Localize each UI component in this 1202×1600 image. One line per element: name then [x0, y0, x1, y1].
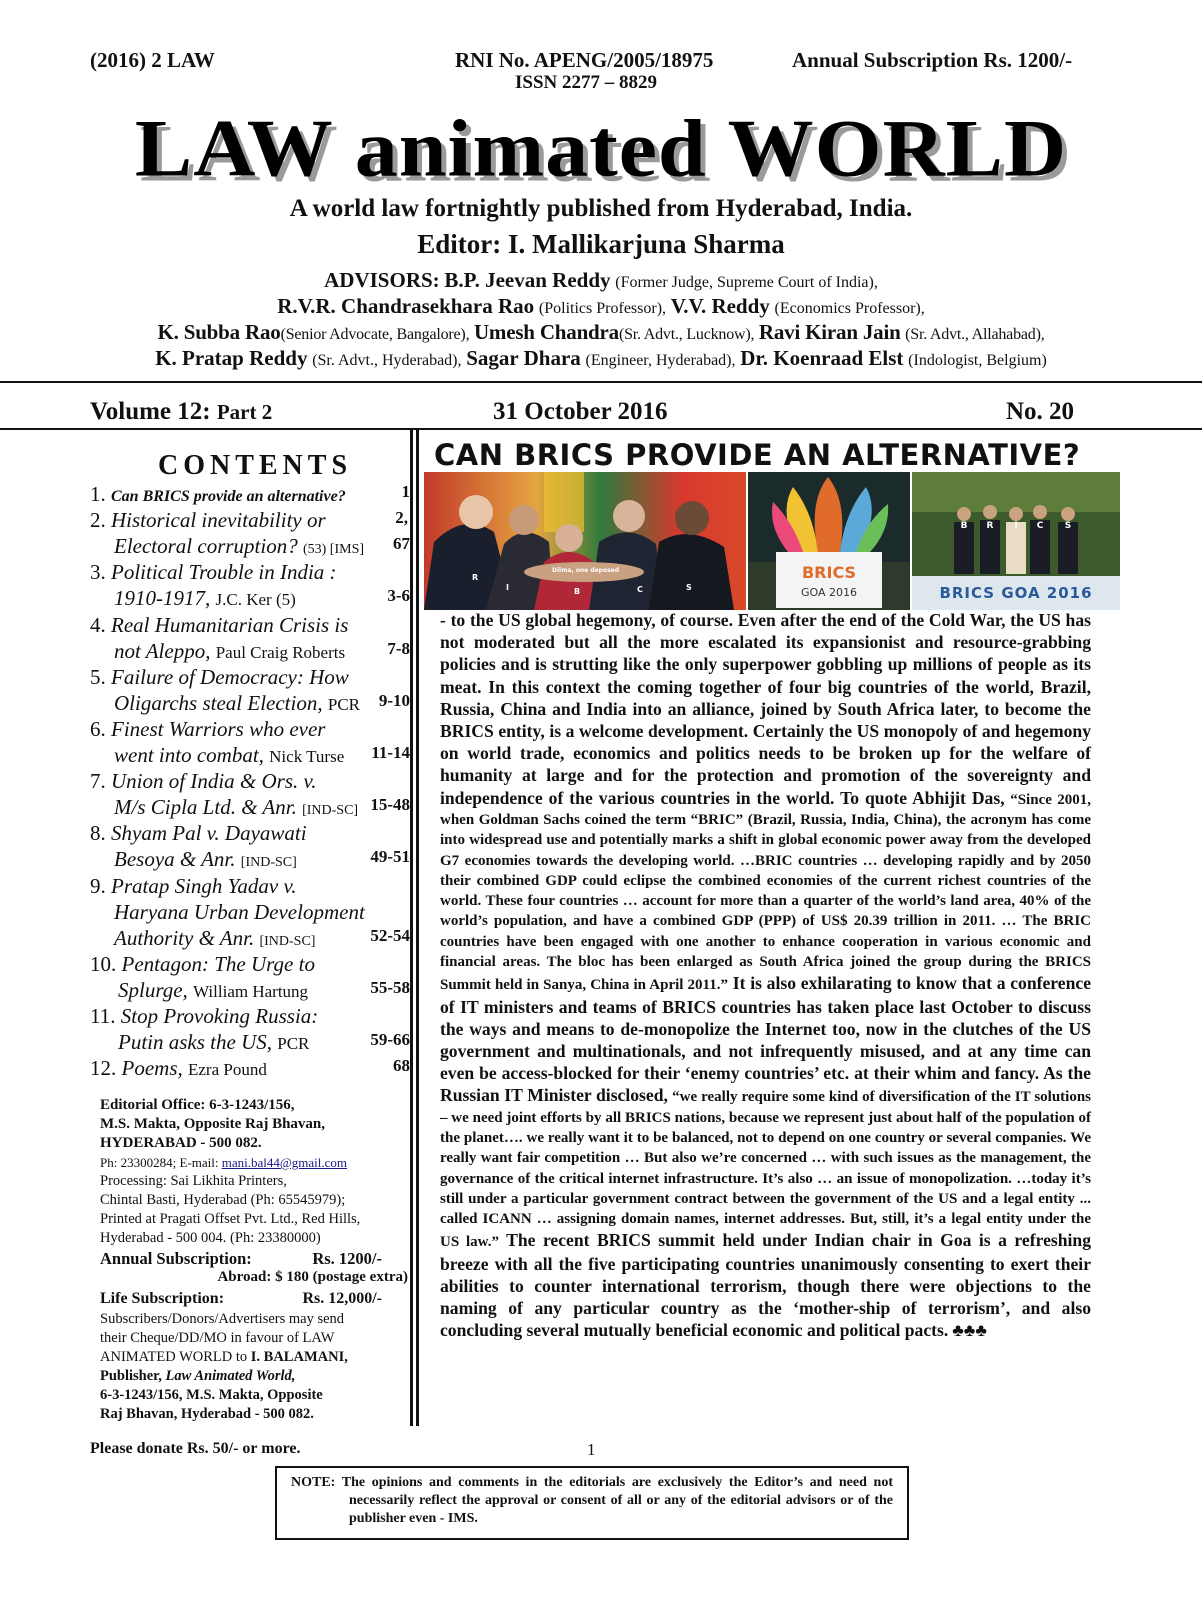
article-paragraph: - to the US global hegemony, of course. Even after the end of the Cold War, the US has not moderated but all the more escalated its expansionist and resource-grabbing policies and is strutting like the only superpower gobbling up millions of people as its meat. In this context the coming together of four big countries of the world, Brazil, Russia, China and India into an alliance, joined by South Africa later, to become the BRICS entity, is a welcome development. Certainly the US monopoly of and hegemony on world trade, economics and politics needs to be broken up for the welfare of humanity at large and for the protection and promotion of the sovereignty and independence of the various countries in the world. To quote Abhijit Das, — [440, 610, 1091, 808]
contents-title: Authority & Anr. — [114, 925, 255, 950]
photo-letter: S — [686, 583, 692, 592]
advisor-name: V.V. Reddy — [670, 294, 770, 318]
contents-number: 11. — [90, 1004, 116, 1028]
contents-item[interactable] — [90, 821, 410, 847]
logo-goa-text: GOA 2016 — [800, 586, 858, 599]
annual-subscription — [100, 1249, 400, 1268]
contents-item[interactable] — [90, 874, 410, 900]
group-letter: C — [1036, 521, 1044, 531]
contents-item[interactable] — [90, 769, 410, 795]
contents-author: Ezra Pound — [188, 1060, 267, 1080]
annual-sub-label: Annual Subscription: — [100, 1249, 252, 1268]
office-address: M.S. Makta, Opposite Raj Bhavan, — [100, 1116, 326, 1132]
contents-item[interactable] — [90, 743, 410, 769]
contents-title: Political Trouble in India : — [111, 560, 337, 585]
office-address: HYDERABAD - 500 082. — [100, 1135, 262, 1151]
advisor-desc: (Indologist, Belgium) — [908, 352, 1047, 369]
contents-title: Haryana Urban Development — [114, 899, 365, 924]
subscriber-note: their Cheque/DD/MO in favour of LAW — [100, 1330, 335, 1346]
life-sub-value: Rs. 12,000/- — [302, 1290, 382, 1307]
contents-title: Putin asks the US, — [118, 1030, 272, 1055]
article-title: CAN BRICS PROVIDE AN ALTERNATIVE? — [434, 438, 1081, 472]
contents-number: 1. — [90, 482, 106, 506]
contents-item[interactable] — [90, 795, 410, 821]
contents-number: 8. — [90, 821, 106, 846]
contents-page: 7-8 — [387, 638, 410, 658]
advisor-desc: (Politics Professor), — [538, 300, 667, 317]
publisher-address: Raj Bhavan, Hyderabad - 500 082. — [100, 1406, 314, 1422]
contents-author: J.C. Ker (5) — [215, 590, 296, 610]
contents-title: M/s Cipla Ltd. & Anr. — [114, 795, 297, 820]
editorial-office-info — [100, 1096, 408, 1424]
contents-author: Nick Turse — [269, 747, 345, 766]
advisor-desc: (Engineer, Hyderabad), — [585, 352, 736, 369]
advisors-label: ADVISORS: — [324, 268, 440, 292]
goa-banner-text: BRICS GOA 2016 — [939, 584, 1093, 602]
contents-page: 52-54 — [370, 925, 410, 945]
brics-logo-svg — [748, 472, 910, 610]
printer: Hyderabad - 500 004. (Ph: 23380000) — [100, 1230, 321, 1246]
contents-number: 6. — [90, 716, 106, 741]
contents-author: PCR — [277, 1034, 310, 1054]
group-letter: I — [1014, 521, 1018, 531]
advisor-name: R.V.R. Chandrasekhara Rao — [277, 294, 535, 318]
article-quote: “we really require some kind of diversification of the IT solutions – we need joint efforts by all BRICS nations, because we represent just about half of the population of the planet…. we really want it to be balanced, not to depend on one country or several companies. We really want fair competition … But also we’re concerned … with such issues as the management, the governance of the critical internet infrastructure. It’s also … an issue of monopolization. …today it’s still under a particular government contract between the government of the US and a legal entity ... called ICANN … assigning domain names, internet addresses. But, still, it’s a legal entity under the US law.” — [440, 1089, 1092, 1251]
contents-item[interactable] — [90, 926, 410, 952]
contents-number: 10. — [90, 951, 117, 976]
editorial-note: NOTE: The opinions and comments in the editorials are exclusively the Editor’s and need not necessarily reflect the approval or consent of all or any of the editorial advisors or of the publisher even - IMS. — [291, 1475, 893, 1526]
contents-number: 4. — [90, 612, 106, 637]
contents-item[interactable] — [90, 978, 410, 1004]
contents-title: Oligarchs steal Election, — [114, 690, 323, 715]
photo-caption: Dilma, one deposed — [552, 567, 620, 574]
subscriber-note — [100, 1367, 400, 1386]
contents-title: Union of India & Ors. v. — [111, 769, 317, 794]
contents-author: PCR — [327, 694, 360, 714]
advisor-desc: (Former Judge, Supreme Court of India), — [615, 274, 878, 291]
contents-item[interactable] — [90, 534, 410, 560]
end-mark: ♣♣♣ — [952, 1320, 987, 1341]
column-divider — [410, 430, 413, 1426]
contents-page: 1 — [401, 482, 410, 501]
processing: Processing: Sai Likhita Printers, — [100, 1173, 287, 1189]
office-phone: Ph: 23300284; E-mail: — [100, 1155, 219, 1170]
life-subscription — [100, 1289, 400, 1308]
contents-item[interactable] — [90, 1030, 410, 1056]
contents-title: Shyam Pal v. Dayawati — [111, 821, 307, 846]
contents-item[interactable] — [90, 717, 410, 743]
printer: Printed at Pragati Offset Pvt. Ltd., Red Hills, — [100, 1211, 361, 1227]
contents-page: 3-6 — [387, 586, 410, 606]
contents-title: Besoya & Anr. — [114, 847, 236, 872]
life-sub-label: Life Subscription: — [100, 1290, 225, 1307]
contents-number: 5. — [90, 664, 106, 689]
contents-page: 15-48 — [370, 795, 410, 815]
contents-title: Pratap Singh Yadav v. — [111, 873, 297, 898]
subscriber-note-text: ANIMATED WORLD to — [100, 1349, 248, 1365]
issue-date: 31 October 2016 — [493, 398, 668, 425]
volume-number: Volume 12: — [90, 398, 211, 425]
contents-page: 55-58 — [370, 977, 410, 997]
advisor-desc: (Economics Professor), — [774, 300, 925, 317]
advisor-name: K. Pratap Reddy — [155, 346, 308, 370]
contents-page: 2, — [395, 508, 408, 528]
contents-number: 9. — [90, 873, 106, 898]
photo-letter: B — [574, 587, 581, 596]
contents-title: Finest Warriors who ever — [111, 716, 326, 741]
contents-item[interactable] — [90, 613, 410, 639]
contents-item[interactable] — [90, 639, 410, 665]
contents-author: Paul Craig Roberts — [215, 642, 346, 662]
contents-item[interactable] — [90, 482, 410, 508]
photo-letter: I — [506, 583, 509, 592]
contents-page: 11-14 — [371, 743, 410, 762]
contents-title: went into combat, — [114, 743, 264, 767]
article-paragraph: It is also exhilarating to know that a conference of IT ministers and teams of BRICS countries has taken place last October to discuss the ways and means to de-monopolize the Internet too, now in the clutches of the US government and multinationals, and not infrequently misused, and at any time can even be access-blocked for their ‘enemy countries’ etc. at their whim and fancy. As the Russian IT Minister disclosed, — [440, 973, 1092, 1106]
page-number: 1 — [587, 1440, 596, 1459]
photo-letter: R — [472, 573, 479, 582]
advisors-line-1 — [0, 268, 1202, 293]
article-quote: “Since 2001, when Goldman Sachs coined the term “BRIC” (Brazil, Russia, India, China), the acronym has come into widespread use and potentially marks a shift in global economic power away from the developed G7 economies towards the developing world. …BRIC countries … developing rapidly and by 2050 their combined GDP could eclipse the combined economies of the current richest countries of the world. These four countries … account for more than a quarter of the world’s land area, 40% of the world’s population, and have a combined GDP (PPP) of US$ 20.39 trillion in 2011. … The BRIC countries have been engaged with one another to enhance cooperation in various economic and financial areas. The bloc has been enlarged as South Africa joined the group during the BRICS Summit held in Sanya, China in April 2011.” — [440, 791, 1091, 994]
header-rule — [0, 381, 1202, 383]
brics-logo-photo — [748, 472, 910, 610]
editorial-note-box — [275, 1466, 909, 1540]
processing: Chintal Basti, Hyderabad (Ph: 65545979); — [100, 1192, 346, 1208]
contents-number: 2. — [90, 508, 106, 533]
group-photo-svg — [912, 472, 1120, 610]
issue-number: No. 20 — [1006, 398, 1075, 425]
advisors-line-4 — [0, 346, 1202, 371]
contents-heading: CONTENTS — [157, 450, 353, 481]
subscriber-note: Subscribers/Donors/Advertisers may send — [100, 1311, 345, 1327]
advisor-name: B.P. Jeevan Reddy — [444, 268, 611, 292]
volume — [90, 398, 272, 426]
editor-line: Editor: I. Mallikarjuna Sharma — [417, 229, 785, 259]
group-letter: R — [986, 521, 994, 531]
advisor-desc: (Sr. Advt., Lucknow), — [618, 326, 755, 343]
contents-page: 59-66 — [370, 1030, 410, 1050]
contents-title: Real Humanitarian Crisis is — [111, 612, 349, 637]
contents-item[interactable] — [90, 1004, 410, 1030]
advisor-name: Ravi Kiran Jain — [758, 320, 901, 344]
column-divider — [416, 430, 419, 1426]
contents-author: [IND-SC] — [240, 855, 297, 871]
masthead-title: LAW animated WORLD — [134, 102, 1068, 194]
contents-title: Historical inevitability or — [111, 508, 326, 533]
advisor-desc: (Sr. Advt., Hyderabad), — [312, 352, 462, 369]
contents-item[interactable] — [90, 665, 410, 691]
contents-item[interactable] — [90, 586, 410, 612]
leaders-photo-svg — [424, 472, 746, 610]
contents-number: 3. — [90, 560, 106, 585]
annual-sub-value: Rs. 1200/- — [312, 1249, 382, 1268]
contents-title: not Aleppo, — [114, 638, 211, 663]
publisher-name: I. BALAMANI, — [250, 1349, 348, 1365]
issn: ISSN 2277 – 8829 — [515, 72, 657, 93]
contents-author: William Hartung — [193, 981, 309, 1001]
contents-author: [IND-SC] — [259, 933, 316, 949]
contents-title: Electoral corruption? — [114, 534, 298, 559]
contents-number: 12. — [90, 1056, 117, 1081]
abroad-subscription: Abroad: $ 180 (postage extra) — [217, 1269, 408, 1285]
contents-page: 67 — [393, 534, 410, 554]
contents-item[interactable] — [90, 847, 410, 873]
tagline: A world law fortnightly published from Hyderabad, India. — [289, 195, 913, 222]
advisor-desc: (Senior Advocate, Bangalore), — [280, 326, 470, 343]
contents-title: Pentagon: The Urge to — [121, 951, 315, 976]
logo-brics-text: BRICS — [801, 563, 857, 582]
donate-line: Please donate Rs. 50/- or more. — [90, 1440, 301, 1457]
subscription-price: Annual Subscription Rs. 1200/- — [792, 48, 1073, 72]
contents-item[interactable] — [90, 900, 410, 926]
leaders-handshake-photo — [424, 472, 746, 610]
volume-part: Part 2 — [216, 400, 273, 424]
contents-title: Can BRICS provide an alternative? — [111, 488, 346, 505]
contents-page: 49-51 — [370, 847, 410, 867]
table-of-contents — [90, 482, 410, 1092]
advisor-name: Umesh Chandra — [473, 320, 619, 344]
contents-item[interactable] — [90, 952, 410, 978]
advisor-name: K. Subba Rao — [157, 320, 281, 344]
office-address: Editorial Office: 6-3-1243/156, — [100, 1097, 295, 1113]
group-letter: S — [1064, 521, 1072, 531]
publisher-label: Publisher, — [100, 1368, 162, 1384]
group-letter: B — [960, 521, 968, 531]
advisors-line-3 — [0, 320, 1202, 345]
contents-item[interactable] — [90, 1056, 410, 1082]
publisher-address: 6-3-1243/156, M.S. Makta, Opposite — [100, 1387, 323, 1403]
photo-letter: C — [637, 585, 643, 594]
article-body — [440, 609, 1091, 1342]
subscriber-note — [100, 1348, 400, 1367]
advisor-name: Sagar Dhara — [466, 346, 581, 370]
advisors-line-2 — [0, 294, 1202, 319]
contents-author: (53) [IMS] — [302, 542, 365, 558]
contents-item[interactable] — [90, 508, 410, 534]
contents-title: Poems, — [121, 1056, 183, 1081]
advisor-desc: (Sr. Advt., Allahabad), — [905, 326, 1045, 343]
contents-title: Failure of Democracy: How — [111, 664, 349, 689]
article-paragraph: The recent BRICS summit held under Indian chair in Goa is a refreshing breeze with all the five participating countries unanimously consenting to exert their abilities to counter international terrorism, though there were objections to the naming of any particular country as the ‘mother-ship of terrorism’, and also concluding several mutually beneficial economic and political pacts. — [440, 1230, 1091, 1341]
rni-number: RNI No. APENG/2005/18975 — [455, 48, 714, 72]
leaders-group-photo — [912, 472, 1120, 610]
contents-title: Stop Provoking Russia: — [120, 1004, 319, 1028]
citation: (2016) 2 LAW — [90, 48, 215, 72]
contents-item[interactable] — [90, 560, 410, 586]
advisor-name: Dr. Koenraad Elst — [740, 346, 904, 370]
issue-rule — [0, 428, 1202, 430]
contents-page: 68 — [393, 1056, 410, 1076]
contents-title: 1910-1917, — [114, 586, 211, 611]
contents-number: 7. — [90, 769, 106, 794]
contents-page: 9-10 — [378, 690, 410, 710]
contents-title: Splurge, — [118, 977, 188, 1002]
office-contact — [100, 1153, 400, 1172]
publication-name: Law Animated World, — [165, 1368, 296, 1384]
contents-author: [IND-SC] — [302, 803, 359, 819]
email-link[interactable]: mani.bal44@gmail.com — [221, 1155, 348, 1170]
contents-item[interactable] — [90, 691, 410, 717]
